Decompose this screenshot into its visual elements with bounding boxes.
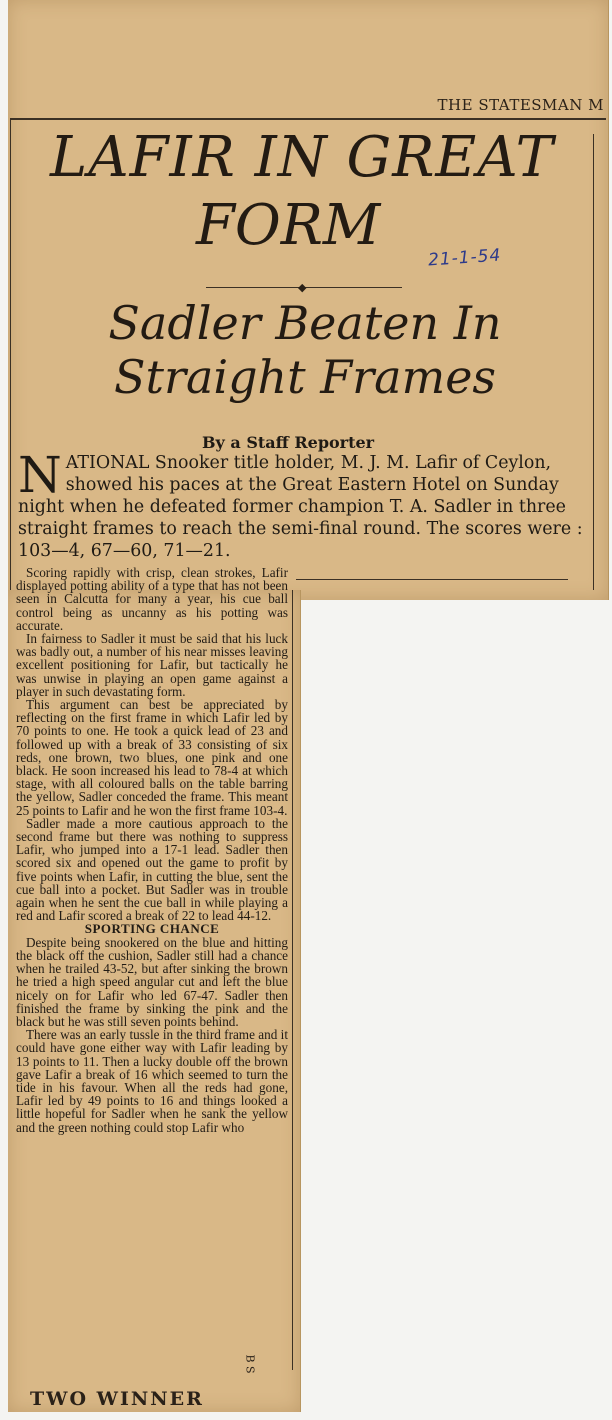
subheadline (30, 296, 580, 404)
headline-line-1: LAFIR IN GREAT (50, 125, 554, 190)
subheadline-line-1: Sadler Beaten In (108, 296, 502, 350)
headline-line-2: FORM (196, 193, 381, 258)
body-paragraph: Despite being snookered on the blue and hitting the black off the cushion, Sadler still had a chance when he trailed 43-52, but after sinking the brown he tried a high speed angular cut and left the blue nicely on for Lafir who led 67-47. Sadler then finished the frame by sinking the pink and the black but he was still seven points behind. (16, 934, 288, 1029)
masthead-rule (10, 118, 606, 120)
lead-text: ATIONAL Snooker title holder, M. J. M. Lafir of Ceylon, showed his paces at the Great Eastern Hotel on Sunday night when he defeated former champion T. A. Sadler in three straight frames to reach the semi-final round. The scores were : 103—4, 67—60, 71—21. (18, 453, 583, 561)
body-paragraph: There was an early tussle in the third frame and it could have gone either way with Lafir leading by 13 points to 11. Then a lucky double off the brown gave Lafir a break of 16 which seemed to turn the tide in his favour. When all the reds had gone, Lafir led by 49 points to 16 and things looked a little hopeful for Sadler when he sank the yellow and the green nothing could stop Lafir who (16, 1027, 288, 1135)
footer-headline: TWO WINNER (30, 1388, 204, 1410)
headline-rule-right (593, 134, 594, 590)
body-paragraph: In fairness to Sadler it must be said that his luck was badly out, a number of his near misses leaving excellent positioning for Lafir, but tactically he was unwise in playing an open game against a player in such devastating form. (16, 631, 288, 699)
dropcap: N (18, 446, 62, 504)
masthead: THE STATESMAN M (437, 96, 604, 114)
diamond-ornament-icon: ◆ (298, 281, 307, 294)
lead-paragraph (18, 446, 584, 562)
lead-end-rule (296, 579, 568, 580)
handwritten-date: 21-1-54 (427, 245, 502, 271)
section-subhead: SPORTING CHANCE (84, 921, 220, 937)
article-body (16, 566, 288, 1134)
byline: By a Staff Reporter (202, 433, 375, 452)
body-paragraph: This argument can best be appreciated by reflecting on the first frame in which Lafir led by 70 points to one. He took a quick lead of 23 and followed up with a break of 33 consisting of six reds, one brown, two blues, one pink and one black. He soon increased his lead to 78-4 at which stage, with all coloured balls on the table barring the yellow, Sadler conceded the frame. This meant 25 points to Lafir and he won the first frame 103-4. (16, 697, 288, 818)
body-paragraph: Scoring rapidly with crisp, clean strokes, Lafir displayed potting ability of a type that has not been seen in Calcutta for many a year, his cue ball control being as uncanny as his potting was accurate. (16, 565, 288, 633)
body-paragraph: Sadler made a more cautious approach to the second frame but there was nothing to suppress Lafir, who jumped into a 17-1 lead. Sadler then scored six and opened out the game to profit by five points when Lafir, in cutting the blue, sent the cue ball into a pocket. But Sadler was in trouble again when he sent the cue ball in while playing a red and Lafir scored a break of 22 to lead 44-12. (16, 815, 288, 924)
headline-rule-left (10, 120, 11, 590)
margin-marks: B S (243, 1354, 257, 1374)
subheadline-line-2: Straight Frames (113, 350, 497, 404)
column-rule (292, 590, 293, 1370)
